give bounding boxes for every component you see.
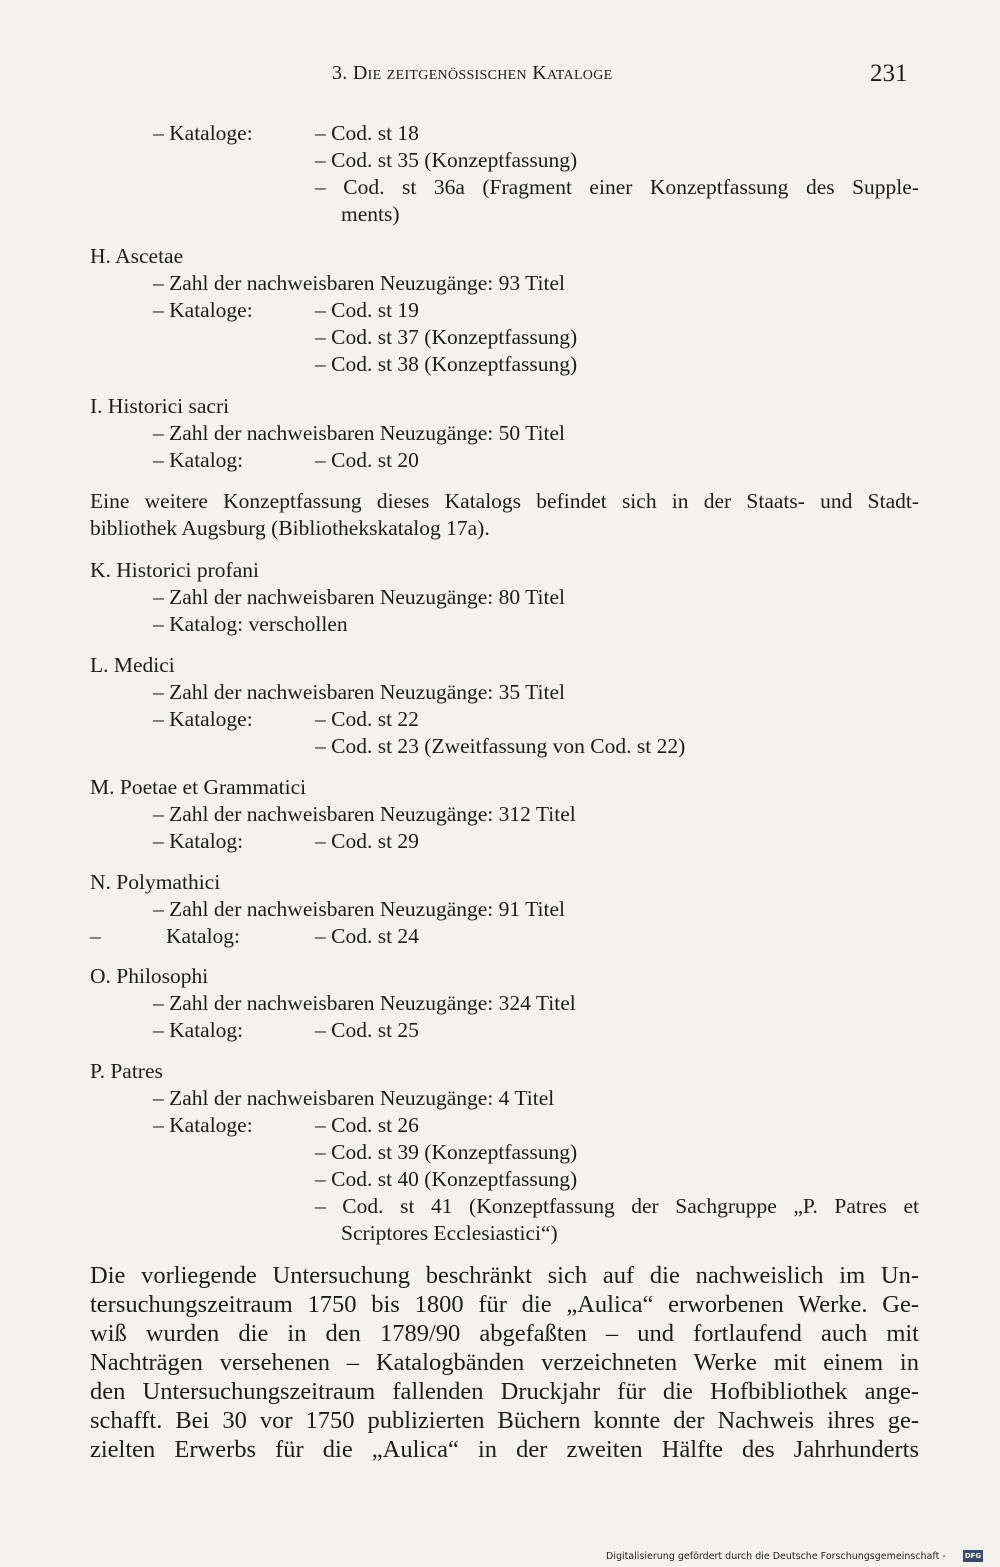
- paragraph-line: den Untersuchungszeitraum fallenden Druckjahr für die Hofbibliothek ange-: [90, 1378, 919, 1405]
- section-heading: O. Philosophi: [90, 964, 209, 988]
- catalog-entry: – Cod. st 26: [315, 1113, 419, 1137]
- paragraph-line: tersuchungszeitraum 1750 bis 1800 für die „Aulica“ erworbenen Werke. Ge-: [90, 1291, 919, 1318]
- running-title: 3. Die zeitgenössischen Kataloge: [332, 62, 613, 84]
- acquisition-count: – Zahl der nachweisbaren Neuzugänge: 93 Titel: [153, 271, 565, 295]
- page-number: 231: [870, 60, 908, 87]
- section-heading: P. Patres: [90, 1059, 163, 1083]
- catalog-entry-continuation: ments): [341, 202, 400, 226]
- catalog-label: – Kataloge:: [153, 298, 253, 322]
- catalog-label: – Katalog:: [153, 829, 244, 853]
- paragraph-line: schafft. Bei 30 vor 1750 publizierten Büchern konnte der Nachweis ihres ge-: [90, 1407, 919, 1434]
- catalog-entry: – Cod. st 40 (Konzeptfassung): [315, 1167, 578, 1191]
- catalog-label: – Kataloge:: [153, 1113, 253, 1137]
- paragraph-line: zielten Erwerbs für die „Aulica“ in der zweiten Hälfte des Jahrhunderts: [90, 1436, 919, 1463]
- catalog-dash: –: [90, 924, 101, 948]
- paragraph-line: Nachträgen versehenen – Katalogbänden verzeichneten Werke mit einem in: [90, 1349, 919, 1376]
- catalog-entry: – Cod. st 29: [315, 829, 419, 853]
- section-heading: M. Poetae et Grammatici: [90, 775, 307, 799]
- catalog-entry: – Cod. st 35 (Konzeptfassung): [315, 148, 578, 172]
- acquisition-count: – Zahl der nachweisbaren Neuzugänge: 35 Titel: [153, 680, 565, 704]
- catalog-entry: – Cod. st 18: [315, 121, 419, 145]
- catalog-entry: – Cod. st 36a (Fragment einer Konzeptfassung des Supple-: [315, 175, 919, 199]
- paragraph-line: wiß wurden die in den 1789/90 abgefaßten – und fortlaufend auch mit: [90, 1320, 919, 1347]
- acquisition-count: – Zahl der nachweisbaren Neuzugänge: 4 Titel: [153, 1086, 555, 1110]
- catalog-entry: – Cod. st 39 (Konzeptfassung): [315, 1140, 578, 1164]
- section-heading: L. Medici: [90, 653, 175, 677]
- section-heading: N. Polymathici: [90, 870, 221, 894]
- acquisition-count: – Zahl der nachweisbaren Neuzugänge: 312 Titel: [153, 802, 576, 826]
- dfg-logo: DFG: [964, 1552, 982, 1560]
- acquisition-count: – Zahl der nachweisbaren Neuzugänge: 50 Titel: [153, 421, 565, 445]
- paragraph-line: Die vorliegende Untersuchung beschränkt sich auf die nachweislich im Un-: [90, 1262, 919, 1289]
- catalog-entry: – Cod. st 24: [315, 924, 419, 948]
- catalog-label: – Katalog:: [153, 448, 244, 472]
- catalog-entry: – Cod. st 25: [315, 1018, 419, 1042]
- catalog-entry: – Cod. st 23 (Zweitfassung von Cod. st 22): [315, 734, 686, 758]
- section-heading: H. Ascetae: [90, 244, 184, 268]
- catalog-entry: – Cod. st 20: [315, 448, 419, 472]
- catalog-entry: – Cod. st 38 (Konzeptfassung): [315, 352, 578, 376]
- catalog-entry: – Cod. st 22: [315, 707, 419, 731]
- catalog-entry: – Cod. st 41 (Konzeptfassung der Sachgruppe „P. Patres et: [315, 1194, 919, 1218]
- digitization-credit: Digitalisierung gefördert durch die Deutsche Forschungsgemeinschaft -: [606, 1551, 946, 1562]
- catalog-label: – Kataloge:: [153, 121, 253, 145]
- catalog-entry: – Cod. st 19: [315, 298, 419, 322]
- note-line: bibliothek Augsburg (Bibliothekskatalog 17a).: [90, 516, 490, 540]
- catalog-label: – Katalog: verschollen: [153, 612, 348, 636]
- section-heading: I. Historici sacri: [90, 394, 230, 418]
- acquisition-count: – Zahl der nachweisbaren Neuzugänge: 324 Titel: [153, 991, 576, 1015]
- catalog-entry: – Cod. st 37 (Konzeptfassung): [315, 325, 578, 349]
- section-heading: K. Historici profani: [90, 558, 259, 582]
- running-header: [0, 60, 1000, 90]
- acquisition-count: – Zahl der nachweisbaren Neuzugänge: 80 Titel: [153, 585, 565, 609]
- note-line: Eine weitere Konzeptfassung dieses Katalogs befindet sich in der Staats- und Stadt-: [90, 489, 919, 513]
- catalog-label: – Kataloge:: [153, 707, 253, 731]
- catalog-label: – Katalog:: [153, 1018, 244, 1042]
- catalog-label: Katalog:: [166, 924, 241, 948]
- catalog-entry-continuation: Scriptores Ecclesiastici“): [341, 1221, 558, 1245]
- acquisition-count: – Zahl der nachweisbaren Neuzugänge: 91 Titel: [153, 897, 565, 921]
